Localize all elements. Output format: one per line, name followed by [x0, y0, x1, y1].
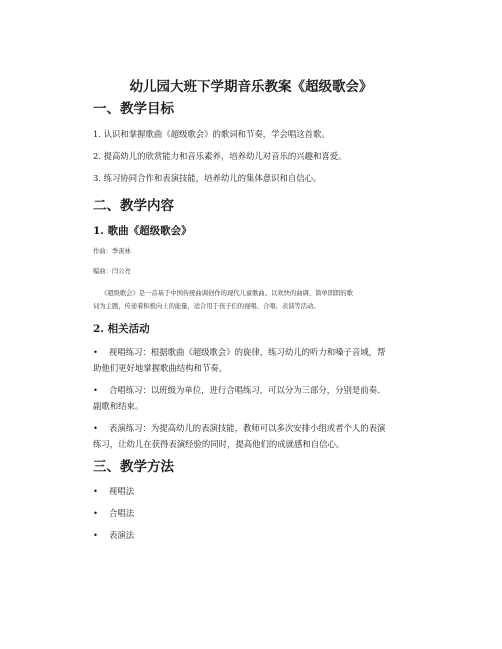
subsection-heading-song: 1. 歌曲《超级歌会》 — [93, 225, 192, 237]
goal-item-2: 2. 提高幼儿的欣赏能力和音乐素养，培养幼儿对音乐的兴趣和喜爱。 — [93, 151, 347, 161]
bullet-icon: • — [93, 423, 98, 433]
activity-item-2: • 合唱练习：以班级为单位，进行合唱练习，可以分为三部分，分别是前奏、 — [93, 385, 386, 395]
method-item-1: • 视唱法 — [93, 486, 135, 496]
activity-item-1-cont: 助他们更好地掌握歌曲结构和节奏。 — [93, 363, 227, 373]
bullet-icon: • — [93, 486, 98, 496]
arranger-credit: 编曲：闫公亮 — [93, 268, 131, 275]
activity-item-3-cont: 练习，让幼儿在获得表演经验的同时，提高他们的成就感和自信心。 — [93, 439, 345, 449]
method-item-3: • 表演法 — [93, 530, 135, 540]
bullet-icon: • — [93, 385, 98, 395]
bullet-icon: • — [93, 508, 98, 518]
section-heading-goals: 一、教学目标 — [93, 101, 174, 117]
method-item-2: • 合唱法 — [93, 508, 135, 518]
section-heading-content: 二、教学内容 — [93, 198, 174, 214]
song-description-line-2: 词为主题，传递着积极向上的能量，适合用于孩子们的视唱、合唱、表演等活动。 — [93, 303, 320, 310]
goal-item-1: 1. 认识和掌握歌曲《超级歌会》的歌词和节奏，学会唱这首歌。 — [93, 129, 330, 139]
activity-item-2-cont: 副歌和结束。 — [93, 401, 144, 411]
bullet-icon: • — [93, 347, 98, 357]
goal-item-3: 3. 练习协同合作和表演技能，培养幼儿的集体意识和自信心。 — [93, 173, 322, 183]
bullet-icon: • — [93, 530, 98, 540]
section-heading-methods: 三、教学方法 — [93, 459, 174, 475]
composer-credit: 作曲：季羡林 — [93, 248, 131, 255]
activity-item-3: • 表演练习：为提高幼儿的表演技能，教师可以多次安排小组或者个人的表演 — [93, 423, 386, 433]
song-description-line-1: 《超级歌会》是一首基于中国传统曲调创作的现代儿童歌曲。以欢快的曲调、简单朗朗的歌 — [101, 290, 353, 297]
activity-item-1: • 视唱练习：根据歌曲《超级歌会》的旋律，练习幼儿的听力和嗓子音域，帮 — [93, 347, 386, 357]
document-title: 幼儿园大班下学期音乐教案《超级歌会》 — [129, 79, 373, 95]
subsection-heading-activities: 2. 相关活动 — [93, 323, 150, 335]
